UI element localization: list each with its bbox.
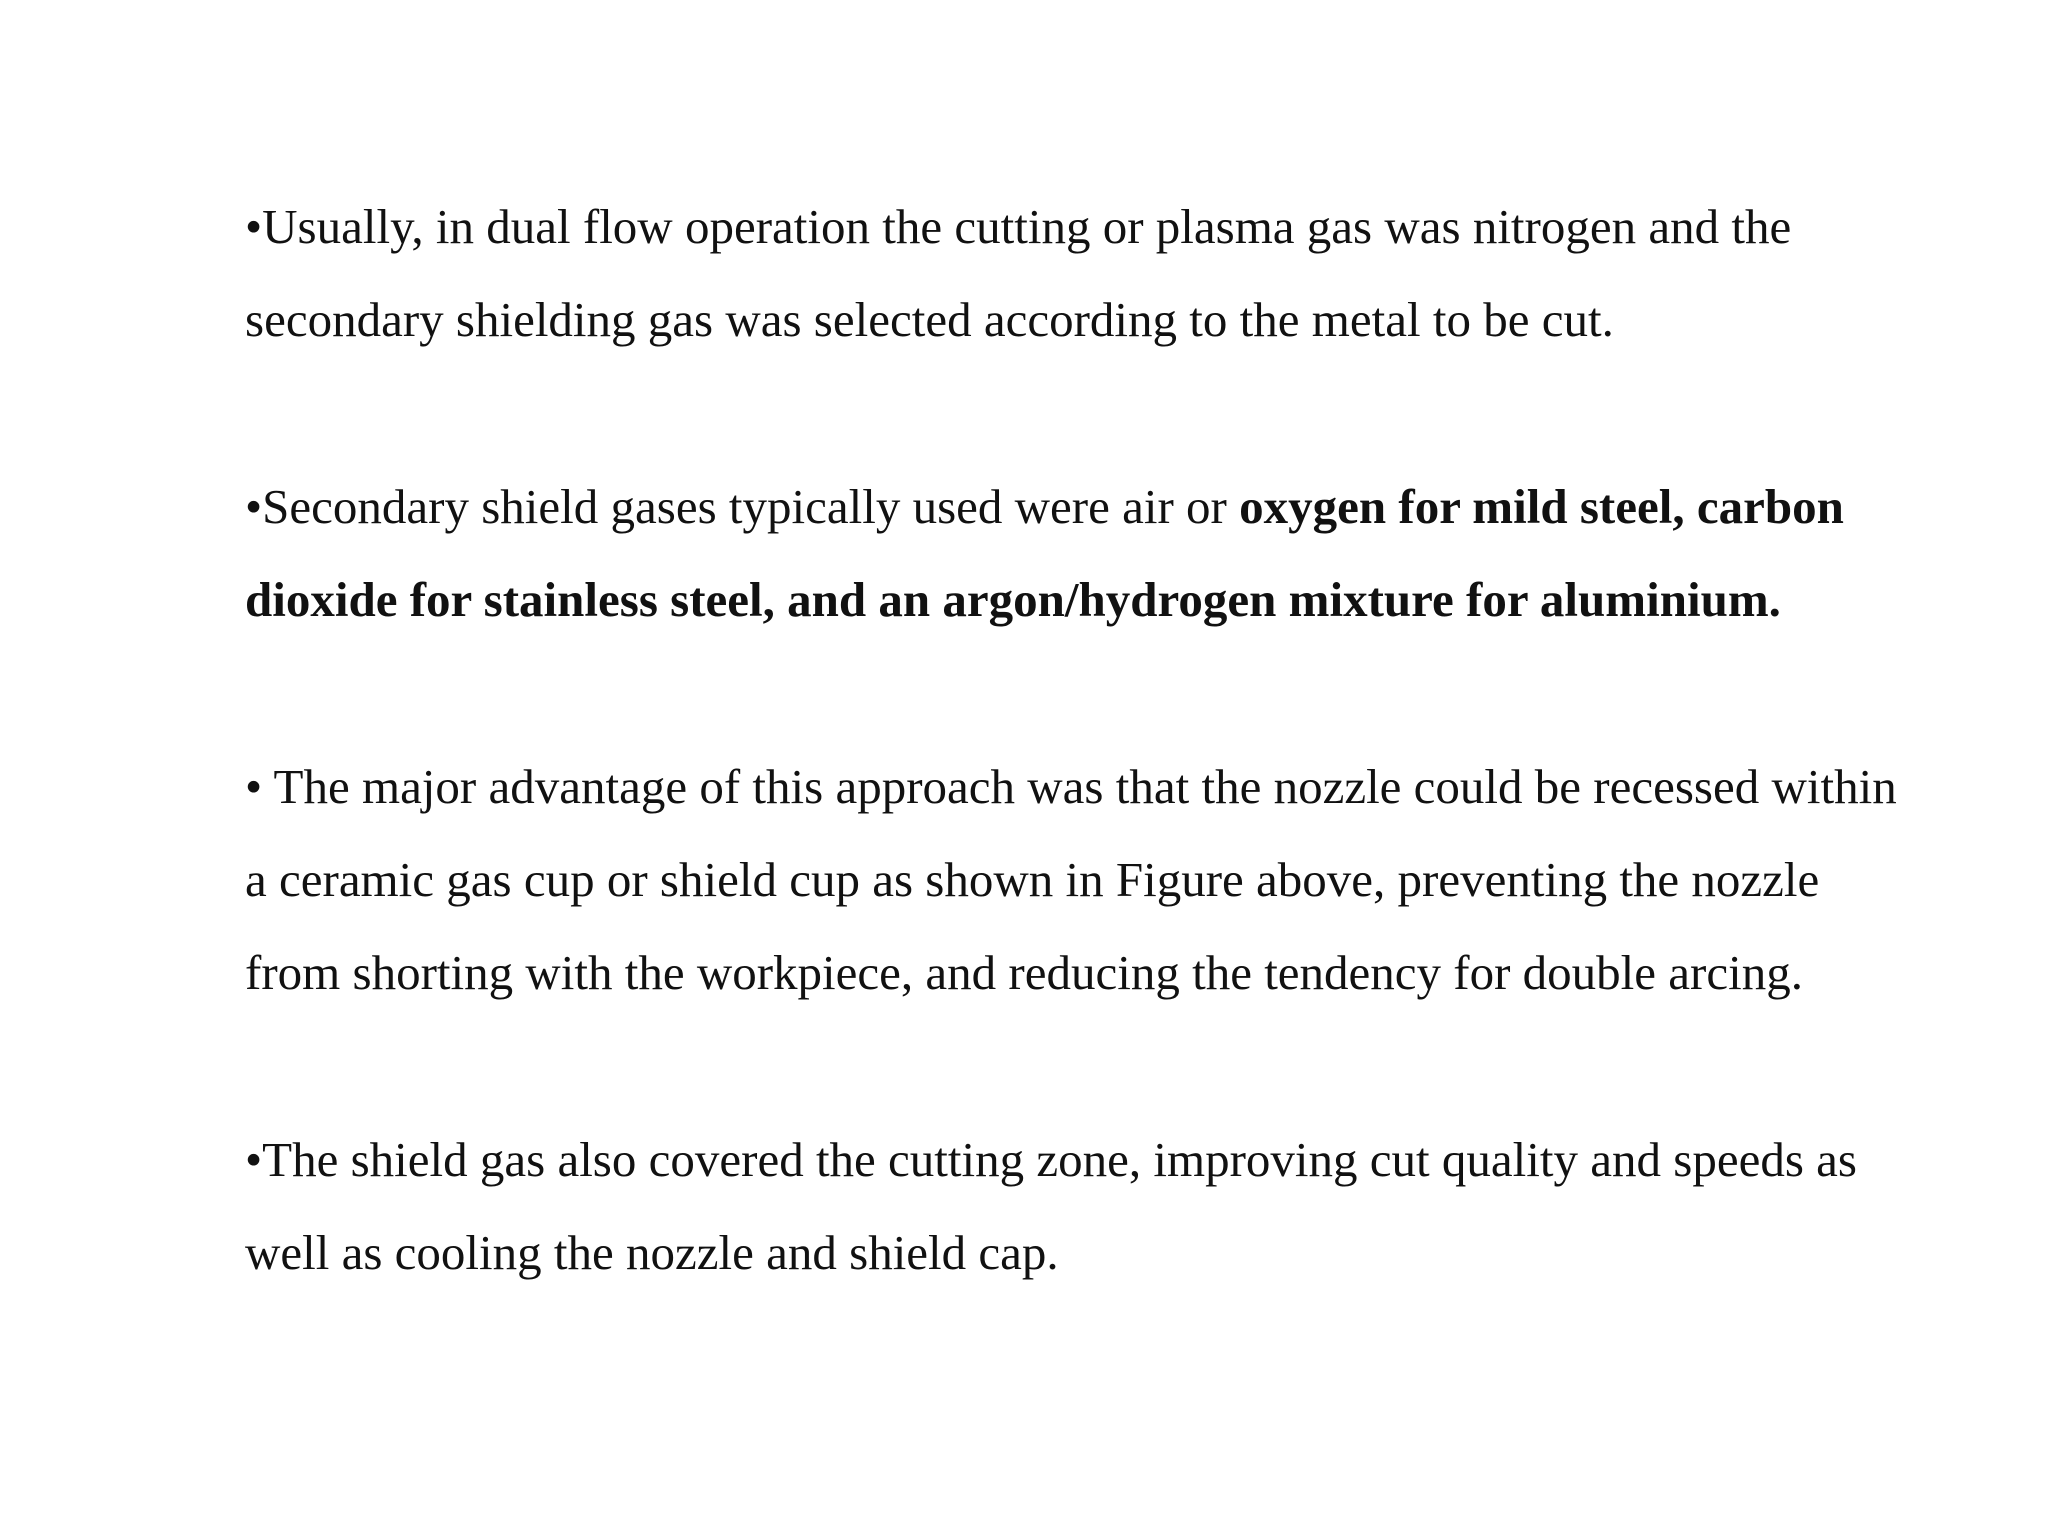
paragraph-bold-text: dioxide for stainless steel, and an argon/hydrogen mixture for aluminium.: [245, 572, 1781, 627]
bullet-paragraph-shield-gases: [245, 460, 2015, 646]
slide-body: [245, 180, 2015, 1393]
paragraph-lead-text: •Secondary shield gases typically used were air or: [245, 479, 1240, 534]
paragraph-line: well as cooling the nozzle and shield cap.: [245, 1225, 1059, 1280]
paragraph-line: •Usually, in dual flow operation the cutting or plasma gas was nitrogen and the: [245, 199, 1792, 254]
paragraph-line: a ceramic gas cup or shield cup as shown in Figure above, preventing the nozzle: [245, 852, 1820, 907]
bullet-paragraph-major-advantage: [245, 740, 2015, 1019]
bullet-paragraph-dual-flow: [245, 180, 2015, 366]
paragraph-bold-text: oxygen for mild steel, carbon: [1239, 479, 1844, 534]
paragraph-line: •The shield gas also covered the cutting zone, improving cut quality and speeds as: [245, 1132, 1857, 1187]
paragraph-line: from shorting with the workpiece, and reducing the tendency for double arcing.: [245, 945, 1803, 1000]
paragraph-line: secondary shielding gas was selected according to the metal to be cut.: [245, 292, 1614, 347]
paragraph-line: • The major advantage of this approach was that the nozzle could be recessed within: [245, 759, 1897, 814]
bullet-paragraph-cutting-zone: [245, 1113, 2015, 1299]
